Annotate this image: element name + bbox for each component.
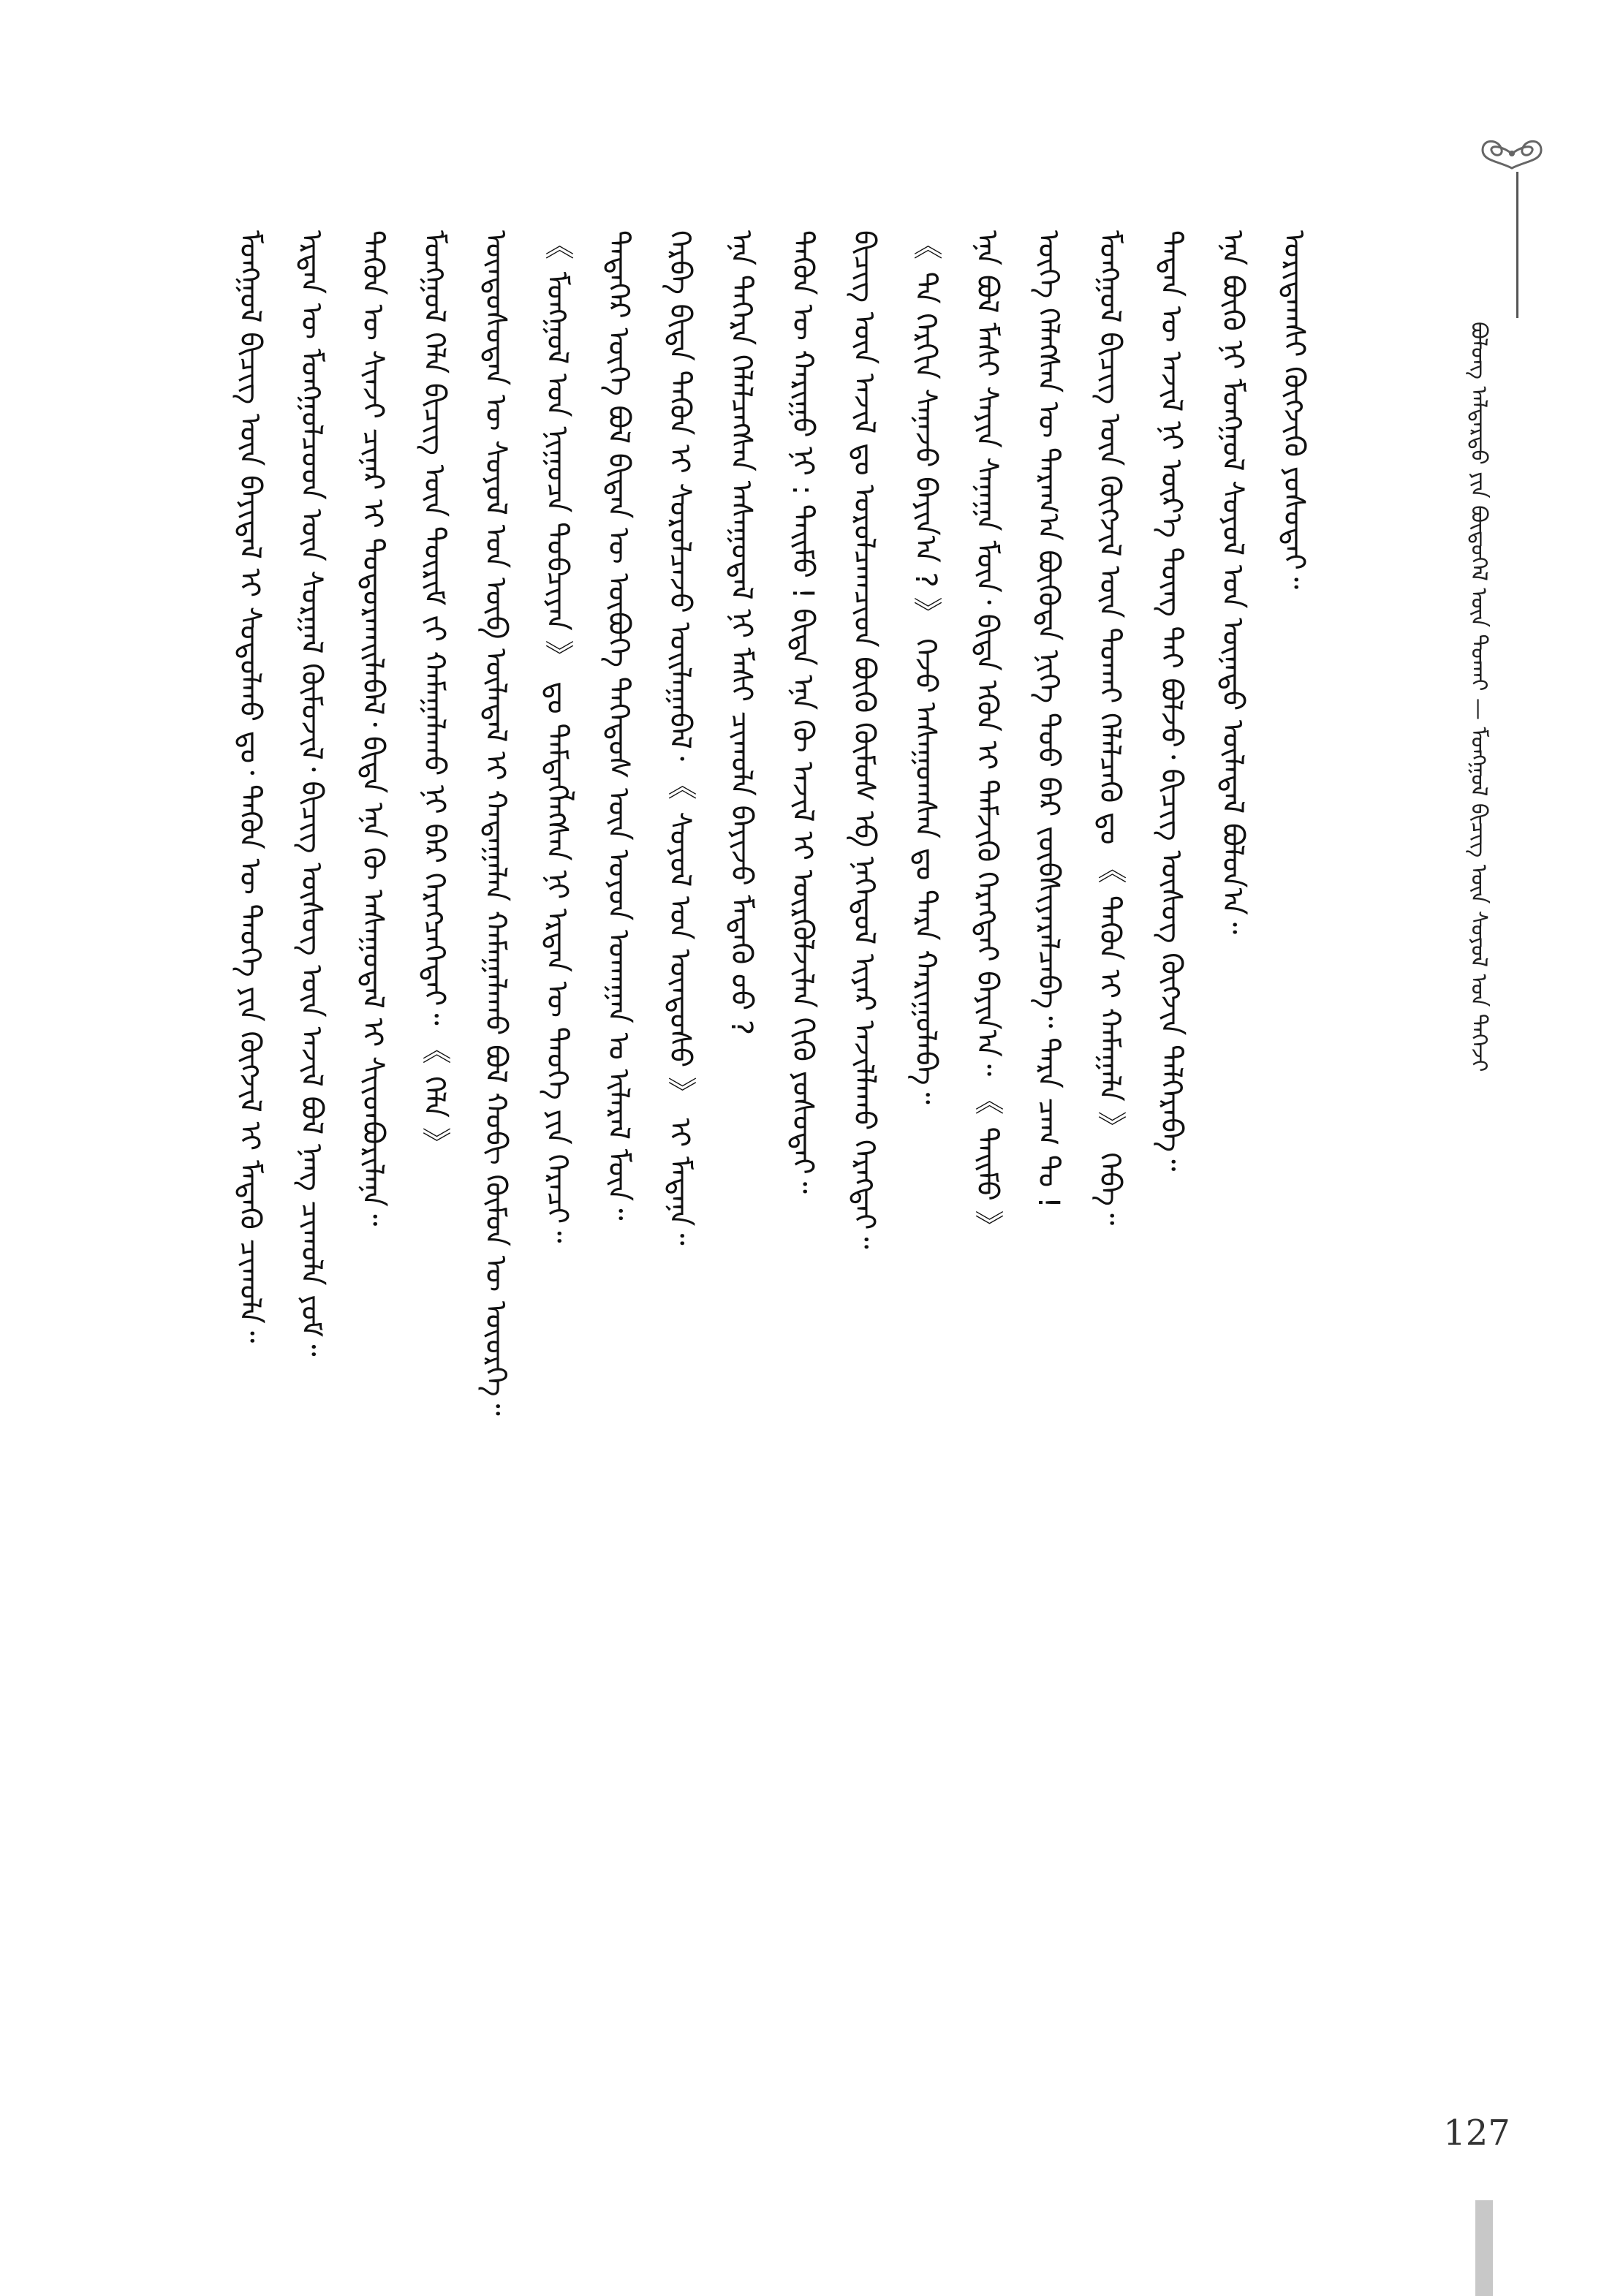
text-column: ᠲᠡᠭᠦᠨ ᠦ ᠬᠠᠷᠢᠭᠤ ᠨᠢ : ᠲᠡᠢᠮᠦ ! ᠪᠢᠳᠡ ᠡᠨᠡ ᠬᠦ ᠠᠵᠢᠯ ᠢ ᠦᠷᠭᠦᠯᠵᠢᠯᠡᠨ ᠬᠢᠬᠦ ᠶᠣᠰᠣᠲᠠᠢ᠃	[786, 230, 820, 1194]
text-column: 《 ᠲᠠ ᠬᠡᠷᠬᠢᠨ ᠰᠠᠨᠠᠵᠤ ᠪᠠᠶᠢᠨ᠎ᠠ ? 》 ᠭᠡᠵᠦ ᠠᠰᠠᠭᠤᠭᠰᠠᠨ ᠳᠤ ᠲᠡᠷᠡ ᠬᠠᠷᠢᠭᠤᠯᠠᠪᠠ᠃	[909, 230, 942, 1105]
text-column: ᠤᠷᠢᠳᠠᠭᠰᠢ ᠬᠥᠭᠵᠢᠬᠦ ᠶᠣᠰᠣᠲᠠᠢ᠃	[1277, 230, 1311, 590]
text-column: 《 ᠮᠣᠩᠭᠣᠯ ᠤᠨ ᠨᠢᠭᠤᠴᠠ ᠲᠣᠪᠴᠢᠶᠠᠨ 》 ᠳᠤ ᠲᠡᠮᠳᠡᠭᠯᠡᠭᠰᠡᠨ ᠨᠢ ᠡᠷᠲᠡᠨ ᠦ ᠲᠡᠦᠬᠡ ᠶᠢᠨ ᠭᠡᠷᠡᠴᠢ᠃	[540, 230, 574, 1243]
page-number: 127	[1443, 2113, 1510, 2153]
ornament-icon	[1468, 117, 1556, 175]
text-column: ᠮᠣᠩᠭᠣᠯ ᠪᠢᠴᠢᠭ ᠦᠨ ᠪᠠᠶᠢᠳᠠᠯ ᠢ ᠰᠤᠳᠤᠯᠬᠤ ᠳᠤ᠂ ᠲᠡᠭᠦᠨ ᠦ ᠲᠡᠦᠬᠡ ᠶᠢᠨ ᠬᠥᠭᠵᠢᠯ ᠢ ᠮᠡᠳᠡᠬᠦ ᠴᠢᠬᠤᠯᠠ᠃	[233, 230, 267, 1344]
text-column: ᠦᠨᠳᠦᠰᠦᠲᠡᠨ ᠦ ᠰᠣᠶᠣᠯ ᠤᠨ ᠦᠪ ᠦᠯᠡᠳᠡᠯ ᠢ ᠬᠠᠳᠠᠭᠠᠯᠠᠨ ᠬᠠᠮᠠᠭᠠᠯᠠᠬᠤ ᠪᠣᠯ ᠬᠤᠪᠢ ᠬᠦᠮᠦᠨ ᠦ ᠦᠦᠷᠭᠡ᠃	[479, 230, 512, 1416]
text-column: ᠲᠡᠳᠡᠭᠡᠷ ᠦᠭᠡ ᠪᠣᠯ ᠪᠢᠳᠡᠨ ᠦ ᠥᠪᠦᠭᠡ ᠳᠡᠭᠡᠳᠦᠰ ᠦᠨ ᠣᠶᠤᠨ ᠤᠬᠠᠭᠠᠨ ᠤ ᠢᠯᠡᠷᠡᠯ ᠮᠥᠨ᠃	[602, 230, 635, 1221]
text-column: ᠲᠡᠳᠡᠨ ᠦ ᠠᠵᠢᠯ ᠨᠢ ᠦᠷ᠎ᠡ ᠳᠦᠩ ᠲᠡᠢ ᠪᠣᠯᠵᠤ᠂ ᠪᠢᠴᠢᠭ ᠦᠰᠦᠭ ᠬᠥᠭᠵᠢᠨ ᠳᠡᠯᠭᠡᠷᠡᠪᠡ᠃	[1154, 230, 1188, 1172]
text-column: ᠡᠨᠡ ᠪᠦᠬᠦ ᠨᠢ ᠮᠣᠩᠭᠣᠯ ᠰᠣᠶᠣᠯ ᠤᠨ ᠦᠨᠡᠲᠦ ᠦᠯᠡᠳᠡᠯ ᠪᠣᠯᠤᠨ᠎ᠠ᠃	[1216, 230, 1249, 935]
text-column: ᠲᠡᠭᠦᠨ ᠦ ᠰᠢᠨᠵᠢ ᠴᠢᠨᠠᠷ ᠢ ᠲᠣᠳᠤᠷᠬᠠᠢᠯᠠᠪᠠᠯ᠂ ᠪᠢᠳᠡ ᠡᠨᠡ ᠬᠦ ᠠᠰᠠᠭᠤᠳᠠᠯ ᠢ ᠰᠢᠢᠳᠪᠦᠷᠢᠯᠡᠨᠡ᠃	[356, 230, 390, 1227]
text-column: ᠮᠣᠩᠭᠣᠯ ᠪᠢᠴᠢᠭ ᠦᠨ ᠬᠥᠭᠵᠢᠯ ᠦᠨ ᠲᠤᠬᠠᠢ ᠬᠡᠯᠡᠯᠴᠡᠬᠦ ᠳᠤ 《 ᠲᠡᠭᠦᠨ ᠢ ᠬᠠᠮᠠᠭᠠᠯᠠ 》 ᠭᠡᠪᠡ᠃	[1093, 230, 1127, 1226]
page-edge-bar	[1475, 2200, 1493, 2296]
running-header: ᠪᠣᠯᠣᠩ ᠠᠯᠳᠠᠷᠲᠤ ᠶᠢᠨ ᠪᠦᠲᠦᠭᠡᠯ ᠦᠨ ᠲᠤᠬᠠᠢ — ᠮᠣᠩᠭᠣᠯ ᠪᠢᠴᠢᠭ ᠦᠨ ᠰᠣᠶᠣᠯ ᠤᠨ ᠳᠡᠭᠡᠵᠢ	[1466, 322, 1491, 1072]
text-column: ᠪᠢᠴᠢᠭ ᠦᠨ ᠠᠵᠢᠯ ᠳᠤ ᠣᠷᠣᠯᠴᠠᠭᠴᠢᠳ ᠪᠦᠬᠦ ᠬᠦᠮᠦᠰ ᠡᠪ ᠨᠡᠭᠡᠳᠦᠯ ᠢᠶᠡᠷ ᠠᠵᠢᠯᠯᠠᠬᠤ ᠬᠡᠷᠡᠭᠲᠡᠢ᠃	[847, 230, 881, 1249]
text-column: ᠬᠡᠷᠪᠡ ᠪᠢᠳᠡ ᠲᠡᠭᠦᠨ ᠢ ᠰᠤᠷᠤᠯᠴᠠᠵᠤ ᠣᠢᠯᠠᠭᠠᠪᠠᠯ᠂ 《 ᠰᠣᠶᠣᠯ ᠤᠨ ᠦᠨᠳᠦᠰᠦ 》 ᠢ ᠮᠡᠳᠡᠨᠡ᠃	[663, 230, 697, 1246]
text-column: ᠡᠨᠡ ᠪᠣᠯ ᠮᠠᠰᠢ ᠰᠠᠶᠢᠨ ᠰᠠᠨᠠᠭᠠ ᠮᠥᠨ᠂ ᠪᠢᠳᠡ ᠡᠭᠦᠨ ᠢ ᠳᠡᠮᠵᠢᠬᠦ ᠬᠡᠷᠡᠭᠲᠡᠢ ᠪᠠᠶᠢᠨ᠎ᠠ᠃ 《 ᠲᠡᠢᠮᠦ 》	[970, 230, 1004, 1241]
body-text	[219, 230, 1418, 2065]
text-column: ᠡᠷᠲᠡᠨ ᠦ ᠮᠣᠩᠭᠣᠯᠴᠤᠳ ᠦᠨ ᠰᠤᠷᠭᠠᠯ ᠬᠦᠮᠦᠵᠢᠯ᠂ ᠪᠢᠴᠢᠭ ᠦᠰᠦᠭ ᠦᠨ ᠠᠵᠢᠯ ᠪᠣᠯ ᠨᠡᠩ ᠴᠢᠬᠤᠯᠠ ᠶᠤᠮ᠃	[295, 230, 328, 1357]
text-column: ᠡᠨᠡ ᠳᠡᠭᠡᠷᠡ ᠬᠡᠯᠡᠯᠴᠡᠭᠰᠡᠨ ᠠᠰᠠᠭᠤᠳᠠᠯ ᠨᠢ ᠮᠠᠰᠢ ᠴᠢᠬᠤᠯᠠ ᠪᠠᠶᠢᠵᠤ ᠮᠡᠳᠡᠬᠦ ᠦᠦ ?	[725, 230, 758, 1036]
header-rule	[1516, 172, 1518, 318]
text-column: ᠮᠣᠩᠭᠣᠯ ᠬᠡᠯᠡ ᠪᠢᠴᠢᠭ ᠦᠨ ᠳᠦᠷᠢᠮ ᠵᠢ ᠬᠠᠮᠠᠭᠠᠯᠠᠬᠤ ᠨᠢ ᠪᠠᠷ ᠬᠡᠷᠡᠭᠴᠡᠭᠡᠲᠡᠢ᠃ 《 ᠬᠡᠯᠡ 》	[417, 230, 451, 1158]
text-column: ᠦᠭᠡ ᠬᠡᠯᠡᠭᠰᠡᠨ ᠦ ᠳᠠᠷᠠᠭ᠎ᠠ ᠪᠦᠬᠦᠳᠡ ᠨᠢᠭᠡ ᠳᠤᠤ ᠪᠡᠷ ᠵᠥᠪᠰᠢᠶᠡᠷᠡᠯᠴᠡᠪᠡ᠃ ᠲᠡᠷᠡ ᠴᠠᠭ ᠲᠤ !	[1032, 230, 1065, 1209]
